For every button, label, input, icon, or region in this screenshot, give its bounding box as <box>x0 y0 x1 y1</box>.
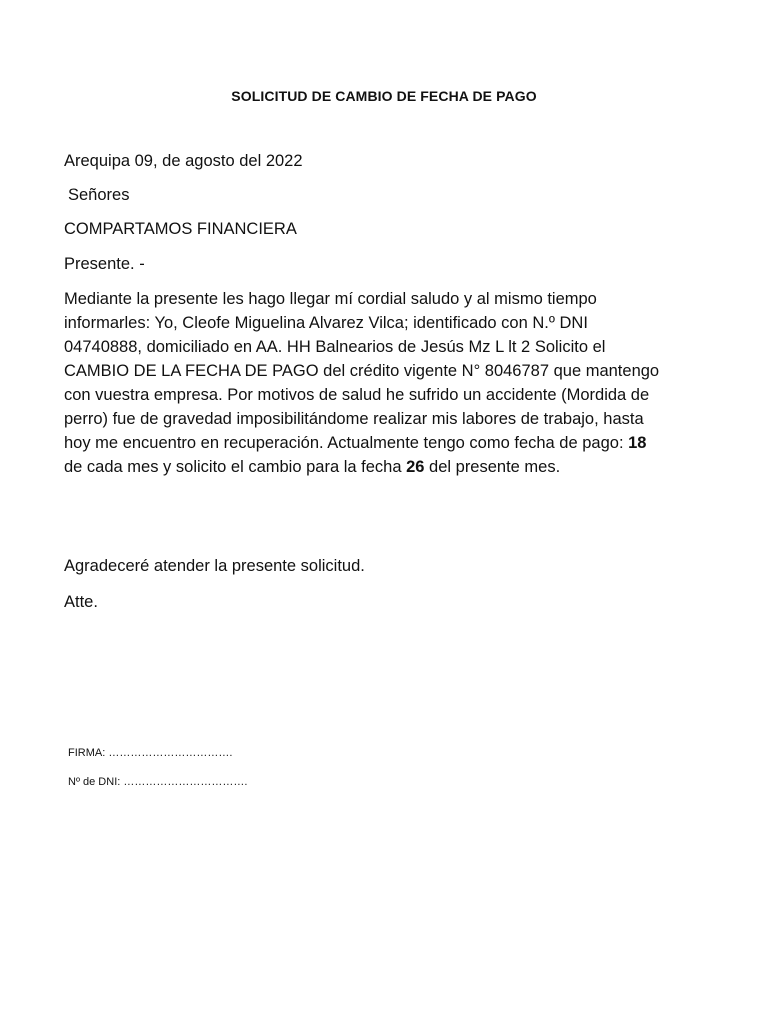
requested-payment-day: 26 <box>406 458 425 476</box>
body-line: CAMBIO DE LA FECHA DE PAGO del crédito vigente N° 8046787 que mantengo <box>64 362 660 380</box>
signature-line: FIRMA: ……………………………. <box>68 747 233 759</box>
body-line <box>64 455 704 479</box>
thanks-line: Agradeceré atender la presente solicitud. <box>64 557 365 575</box>
presente-line: Presente. - <box>64 255 145 273</box>
body-line: Mediante la presente les hago llegar mí cordial saludo y al mismo tiempo <box>64 290 597 308</box>
body-line: perro) fue de gravedad imposibilitándome realizar mis labores de trabajo, hasta <box>64 410 644 428</box>
closing-line: Atte. <box>64 593 98 611</box>
document-title: SOLICITUD DE CAMBIO DE FECHA DE PAGO <box>231 88 537 104</box>
body-text-segment: de cada mes y solicito el cambio para la fecha <box>64 458 407 476</box>
body-line <box>64 431 704 455</box>
dni-line: Nº de DNI: ……………………………. <box>68 776 248 788</box>
salutation: Señores <box>68 186 130 204</box>
body-line: 04740888, domiciliado en AA. HH Balnearios de Jesús Mz L lt 2 Solicito el <box>64 338 606 356</box>
recipient-company: COMPARTAMOS FINANCIERA <box>64 220 297 238</box>
body-line: con vuestra empresa. Por motivos de salud he sufrido un accidente (Mordida de <box>64 386 650 404</box>
request-body <box>64 287 704 479</box>
body-text-segment: hoy me encuentro en recuperación. Actualmente tengo como fecha de pago: <box>64 434 629 452</box>
body-text-segment: del presente mes. <box>424 458 561 476</box>
body-line: informarles: Yo, Cleofe Miguelina Alvarez Vilca; identificado con N.º DNI <box>64 314 588 332</box>
date-line: Arequipa 09, de agosto del 2022 <box>64 152 303 170</box>
current-payment-day: 18 <box>628 434 647 452</box>
